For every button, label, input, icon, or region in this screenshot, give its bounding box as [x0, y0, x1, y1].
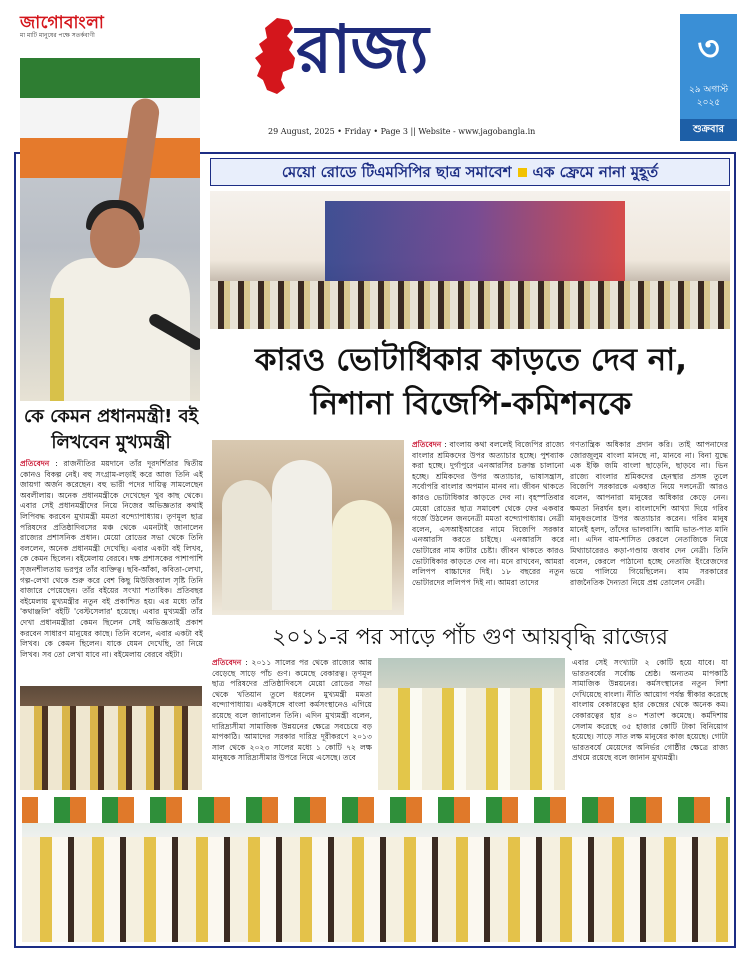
masthead-title: রাজ্য: [296, 11, 428, 88]
date-day-month: ২৯ অগাস্ট: [688, 85, 729, 95]
left-article-body: [20, 459, 203, 681]
main-article-col1-text: : বাংলায় কথা বললেই বিজেপির রাজ্যে বাংলার শ্রমিকদের উপর অত্যাচার হচ্ছে। পুশব্যাক করা হচ্ছে। দুর্গাপুরে এনআরসির চক্রান্ত চালানো হচ্ছে। শ্রমিকদের উপর অত্যাচার, ভাষাসন্ত্রাস, সর্বোপরি বাংলার অপমান মানব না। জীবন থাকতে কারও ভোটাধিকার কাড়তে দেব না। বৃহস্পতিবার মেয়ো রোডের ছাত্র সমাবেশ থেকে ফের একবার গর্জে উঠলেন জননেত্রী মমতা বন্দ্যোপাধ্যায়। নেত্রী বলেন, এসআইআরের নামে বিজেপি সরকার এনআরসি করতে চাইছে। এনআরসি করে ভোটারের নাম কাটার চেষ্টা। জীবন থাকতে কারও ভোটাধিকার কাড়তে দেব না। মনে রাখবেন, আমরা ললিপপ বাচ্চাদের দিই। ১৮ বছরের নতুন ভোটারদের ললিপপ দিই না। আমরা তাদের: [412, 440, 564, 587]
page-number: ৩: [697, 29, 720, 69]
brand-name: জাগোবাংলা: [20, 13, 105, 33]
group-photo-left: [20, 686, 202, 790]
banner-separator: [518, 168, 527, 177]
main-article-col1: [412, 440, 564, 616]
speaker-photo: [20, 58, 200, 401]
left-article-headline: কে কেমন প্রধানমন্ত্রী! বই লিখবেন মুখ্যমন্ত্রী: [23, 406, 199, 453]
main-article-lead: প্রতিবেদন: [412, 440, 442, 449]
main-headline: কারও ভোটাধিকার কাড়তে দেব না, নিশানা বিজেপি-কমিশনকে: [254, 342, 688, 422]
second-article-col1-text: : ২০১১ সালের পর থেকে রাজ্যের আয় বেড়েছে সাড়ে পাঁচ গুণ। কমেছে বেকারত্ব। তৃণমূল ছাত্র পরিষদের প্রতিষ্ঠাদিবসে মেয়ো রোডের সভা থেকে খতিয়ান তুলে ধরলেন মুখ্যমন্ত্রী মমতা বন্দ্যোপাধ্যায়। একইসঙ্গে বাংলা কর্মসংস্থানেও এগিয়ে রয়েছে বলে জানালেন তিনি। এদিন মুখ্যমন্ত্রী বলেন, দারিদ্র্যসীমা সামাজিক উন্নয়নের ক্ষেত্রে সবচেয়ে বড় মাপকাঠি। আমাদের সরকার দারিদ্র দূরীকরণে ২০১৩ সাল থেকে ২০২৩ সালের মধ্যে ১ কোটি ৭২ লক্ষ মানুষকে সারিদ্র্যসীমার উপরে নিয়ে এসেছে। তবে: [212, 658, 372, 763]
stage-panorama-photo: [22, 797, 730, 942]
left-article-lead: প্রতিবেদন: [20, 459, 50, 468]
group-photo-right: [378, 658, 565, 790]
stage-photo: [210, 191, 730, 329]
second-article-col1: [212, 658, 372, 790]
weekday: শুক্রবার: [680, 119, 737, 141]
leaders-photo: [212, 440, 404, 615]
page-number-box: [680, 14, 737, 141]
second-article-lead: প্রতিবেদন: [212, 658, 242, 667]
date-year: ২০২৫: [696, 98, 721, 108]
main-article-col2: গণতান্ত্রিক অধিকার প্রদান করি। তাই আপনাদের জোরজুলুম বাংলা মানছে না, মানবে না। বিনা যুদ্ধে এক ইঞ্চি জমি বাংলা ছাড়েনি, ছাড়বে না। ভিন রাজ্যে বাংলার শ্রমিকদের হেনস্থার প্রসঙ্গ তুলে বিজেপি সরকারকে একহাত নিয়ে দলনেত্রী আরও বলেন, আপনারা মানুষের অধিকার কেড়ে নেন। ক্ষমতা নিরর্ঘন হল। বাংলাদেশি আখ্যা দিয়ে গরিব মানুষগুলোর উপর অত্যাচার করেন। গরিব মানুষ মানেই হলদ, তাঁদের ভালবাসি। আমি ভাত-পাত মানি না। এদিন বাম-শাসিত কেরলে নেতাজিকে নিয়ে মিথ্যাচারেরও কড়া-গণ্ডায় জবাব দেন নেত্রী। তিনি বলেন, কেরলে পাঠানো হচ্ছে নেতাজি ইংরেজদের ভয়ে পালিয়ে গিয়েছিলেন। বাম সরকারের রাজনৈতিক দৈন্যতা নিয়ে প্রশ্ন তোলেন নেত্রী।: [570, 440, 728, 587]
event-banner: [210, 158, 730, 186]
left-article-text: : রাজনীতির ময়দানে তাঁর দূরদর্শিতার দ্বিতীয় কোনও বিকল্প নেই। বহু সংগ্রাম-লড়াই করে আজ তিনি এই জায়গা অর্জন করেছেন। বহু ভারী পদের দায়িত্ব সামলেছেন অবলীলায়। অনেক প্রধানমন্ত্রীকে দেখেছেন খুব কাছ থেকে। এবার সেই প্রধানমন্ত্রীদের নিয়ে নিজের অভিজ্ঞতার কথাই লিপিবদ্ধ করবেন মুখ্যমন্ত্রী মমতা বন্দ্যোপাধ্যায়। তৃণমূল ছাত্র পরিষদের প্রতিষ্ঠাদিবসের মঞ্চ থেকে এমনটাই জানালেন রাজ্যের প্রশাসনিক প্রধান। মেয়ো রোডের সভা থেকে তিনি বললেন, অনেক প্রধানমন্ত্রী দেখেছি। এবার একটা বই লিখব, কে কেমন ছিলেন। বইমেলায় বেরবে। দক্ষ প্রশাসকের পাশাপাশি সৃজনশীলতায় ভরপুর তাঁর ব্যক্তিত্ব। ছবি-আঁকা, কবিতা-লেখা, গল্প-লেখা থেকে শুরু করে বেশ কিছু মিউজিক্যাল সৃষ্টি তিনি বাজারে পেয়েছেন। তাঁর বইয়ের সংখ্যা শতাধিক। প্রতিবছর বইমেলায় মুখ্যমন্ত্রীর নতুন বই প্রকাশিত হয়। এর মধ্যে তাঁর 'কথাঞ্জলি' বইটি 'বেস্টসেলার' হয়েছে। এবার মুখ্যমন্ত্রী তাঁর দেখা প্রধানমন্ত্রীরা কেমন ছিলেন সেই অভিজ্ঞতাই প্রকাশ করবেন সাধারণ মানুষের কাছে। তিনি বলেন, এবার একটা বই লিখব। কে কেমন ছিলেন। যাকে যেমন দেখেছি, তা নিয়ে লিখব। সব তো লেখা যাবে না। বইমেলায় বেরবে বইটা।: [20, 459, 203, 659]
event-banner-left: মেয়ো রোডে টিএমসিপির ছাত্র সমাবেশ: [281, 163, 512, 181]
second-headline: ২০১১-র পর সাড়ে পাঁচ গুণ আয়বৃদ্ধি রাজ্যের: [272, 625, 668, 650]
event-banner-right: এক ফ্রেমে নানা মুহূর্ত: [532, 163, 659, 181]
dateline: 29 August, 2025 • Friday • Page 3 || Website - www.jagobangla.in: [268, 127, 536, 136]
second-article-col2: এবার সেই সংখ্যাটা ২ কোটি হয়ে যাবে। যা ভারতবর্ষের সর্বোচ্চ শ্রেষ্ঠ। অন্যতম মাপকাঠি সামাজিক উন্নয়নের। কর্মসংস্থানের নতুন দিশা দেখিয়েছে বাংলা। নীতি আয়োগ পর্যন্ত স্বীকার করেছে বাংলায় বেকারত্বের হার কেন্দ্রের থেকে অনেক কম। বেকারত্বের হার ৪০ শতাংশ কমেছে। কর্মদিশায় সেলাম করেছে ৩৫ হাজার কোটি টাকা বিনিয়োগ হয়েছে। সাড়ে সাত লক্ষ মানুষের কাজ হয়েছে। গোটা ভারতবর্ষে মেয়েদের অনির্ভর গোষ্ঠীর ক্ষেত্রে রাজ্য প্রথমে রয়েছে বলে জানান মুখ্যমন্ত্রী।: [572, 658, 728, 763]
brand-logo: [20, 14, 130, 46]
brand-tagline: মা মাটি মানুষের পক্ষে সতর্কবাণী: [20, 32, 95, 39]
